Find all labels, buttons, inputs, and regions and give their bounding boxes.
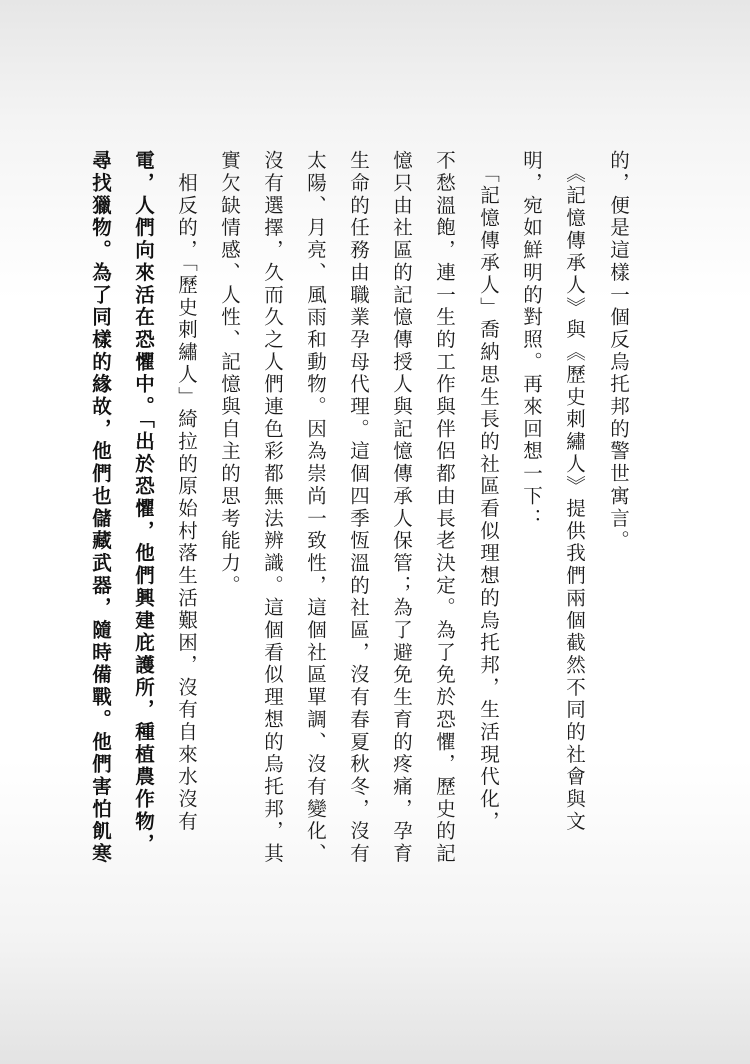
text-column: 生命的任務由職業孕母代理。這個四季恆溫的社區，沒有春夏秋冬，沒有 — [347, 150, 370, 866]
text-column: 太陽、月亮、風雨和動物。因為崇尚一致性，這個社區單調、沒有變化、 — [304, 150, 327, 866]
text-column: 不愁溫飽，連一生的工作與伴侶都由長老決定。為了免於恐懼，歷史的記 — [433, 150, 456, 866]
text-column: 相反的，「歷史刺繡人」綺拉的原始村落生活艱困，沒有自來水沒有 — [175, 150, 198, 834]
text-column: 沒有選擇，久而久之人們連色彩都無法辨識。這個看似理想的烏托邦，其 — [261, 150, 284, 866]
text-column: 《記憶傳承人》與《歷史刺繡人》提供我們兩個截然不同的社會與文 — [563, 150, 586, 834]
text-column: 的，便是這樣一個反烏托邦的警世寓言。 — [607, 150, 630, 553]
text-column-bold: 尋找獵物。為了同樣的緣故，他們也儲藏武器，隨時備戰。他們害怕飢寒 — [89, 150, 112, 866]
text-column: 實欠缺情感、人性、記憶與自主的思考能力。 — [218, 150, 241, 597]
text-column: 「記憶傳承人」喬納思生長的社區看似理想的烏托邦，生活現代化， — [477, 150, 500, 834]
text-column: 明，宛如鮮明的對照。再來回想一下： — [520, 150, 543, 530]
text-column-bold: 電，人們向來活在恐懼中。「出於恐懼，他們興建庇護所，種植農作物， — [132, 150, 155, 856]
text-column: 憶只由社區的記憶傳授人與記憶傳承人保管；為了避免生育的疼痛，孕育 — [390, 150, 413, 866]
